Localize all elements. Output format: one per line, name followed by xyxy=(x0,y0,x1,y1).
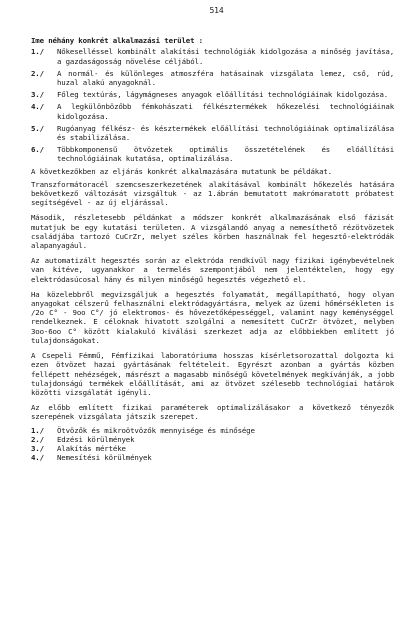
list-item-text: Nőkeselléssel kombinált alakítási technológiák kidolgozása a minőség javítása, a gazdaságosság növelése céljából. xyxy=(57,47,394,66)
list-item-number: 4./ xyxy=(31,102,44,112)
list-item xyxy=(31,69,394,87)
list-item xyxy=(31,102,394,120)
list-item-text: Edzési körülmények xyxy=(57,434,135,444)
paragraph-second-example: Második, részletesebb példánkat a módszer konkrét alkalmazásának első fázisát mutatjuk be egy kutatási területen. A vizsgálandó anyag a nemesíthető rézötvözetek családjába tartozó CuCrZr, melyet széles körben használnak fel hegesztő-elektródák alapanyagául. xyxy=(31,213,394,251)
list-item-text: Alakítás mértéke xyxy=(57,443,126,453)
paragraph-optimization: Az előbb említett fizikai paraméterek optimalizálásakor a következő tényezők szerepének vizsgálata játszik szerepet. xyxy=(31,403,394,422)
list-item-number: 5./ xyxy=(31,123,44,133)
paragraph-examples-intro: A következőkben az eljárás konkrét alkalmazására mutatunk be példákat. xyxy=(31,166,332,176)
list-item-number: 6./ xyxy=(31,145,44,155)
list-item-number: 4./ xyxy=(31,453,44,463)
paragraph-transformer-steel: Transzformátoracél szemcseszerkezetének alakításával kombinált hőkezelés hatására bekövetkező változását vizsgáltuk - az 1.ábrán bemutatott makrómaratott próbatest segítségével - az új eljárással. xyxy=(31,179,394,208)
list-item xyxy=(31,47,394,65)
list-item-text: A legkülönbözőbb fémkohászati félkésztermékek hőkezelési technológiáinak kidolgozása. xyxy=(57,102,394,121)
list-item-number: 1./ xyxy=(31,425,44,435)
list-item-number: 3./ xyxy=(31,443,44,453)
list-item-number: 2./ xyxy=(31,434,44,444)
list-item xyxy=(31,145,394,163)
list-item-text: A normál- és különleges atmoszféra hatásainak vizsgálata lemez, cső, rúd, huzal alakú anyagoknál. xyxy=(57,68,394,88)
factors-list xyxy=(31,426,394,463)
paragraph-automated-welding: Az automatizált hegesztés során az elektróda rendkívül nagy fizikai igénybevételnek van kitéve, ugyanakkor a termelés szempontjából nem jelentéktelen, hogy egy elektródasúcosal hány és milyen minőségű hegesztés végezhető el. xyxy=(31,256,394,284)
page-number: 514 xyxy=(209,6,224,15)
list-item-number: 3./ xyxy=(31,90,44,100)
list-item-text: Ötvözők és mikroötvözők mennyisége és minősége xyxy=(57,425,255,435)
list-item xyxy=(31,453,394,462)
list-item-text: Főleg textúrás, lágymágneses anyagok előállítási technológiáinak kidolgozása. xyxy=(57,90,389,100)
list-item xyxy=(31,426,394,435)
paragraph-csepel-lab: A Csepeli Fémmű, Fémfizikai laboratóriuma hosszas kísérletsorozattal dolgozta ki ezen ötvözet hazai gyártásának feltételeit. Egyrészt azonban a gyártás közben fellépett nehézségek, másrészt a magasabb minőségű követelmények megkívánják, a jobb tulajdonságú termékek előállítását, ami az ötvözet szélesebb technológiai határok közötti vizsgálatát igényli. xyxy=(31,351,394,397)
paragraph-welding-process: Ha közelebbről megvizsgáljuk a hegesztés folyamatát, megállapítható, hogy olyan anyagokat célszerű felhasználni elektródagyártásra, melyek az üzemi hőmérsékleten is /2o C° - 9oo C°/ jó elektromos- és hővezetőképességgel, valamint nagy keménységgel rendelkeznek. E céloknak hivatott szolgálni a nemesített CuCrZr ötvözet, melyben 3oo-6oo C° között kialakuló kiválási szerkezet adja az előbbiekben említett jó tulajdonságokat. xyxy=(31,289,394,345)
list-item-text: Többkomponensű ötvözetek optimális összetételének és előállítási technológiáinak kutatása, optimalizálása. xyxy=(57,145,394,164)
list-item xyxy=(31,124,394,142)
list-item-text: Rugóanyag félkész- és késztermékek előállítási technológiáinak optimalizálása és stabilizálása. xyxy=(57,123,394,143)
list-item-text: Nemesítési körülmények xyxy=(57,453,152,463)
list-item xyxy=(31,444,394,453)
list-item xyxy=(31,90,394,99)
intro-heading: Ime néhány konkrét alkalmazási terület : xyxy=(31,36,203,46)
list-item xyxy=(31,435,394,444)
application-areas-list xyxy=(31,47,394,163)
list-item-number: 1./ xyxy=(31,47,44,57)
list-item-number: 2./ xyxy=(31,68,44,78)
